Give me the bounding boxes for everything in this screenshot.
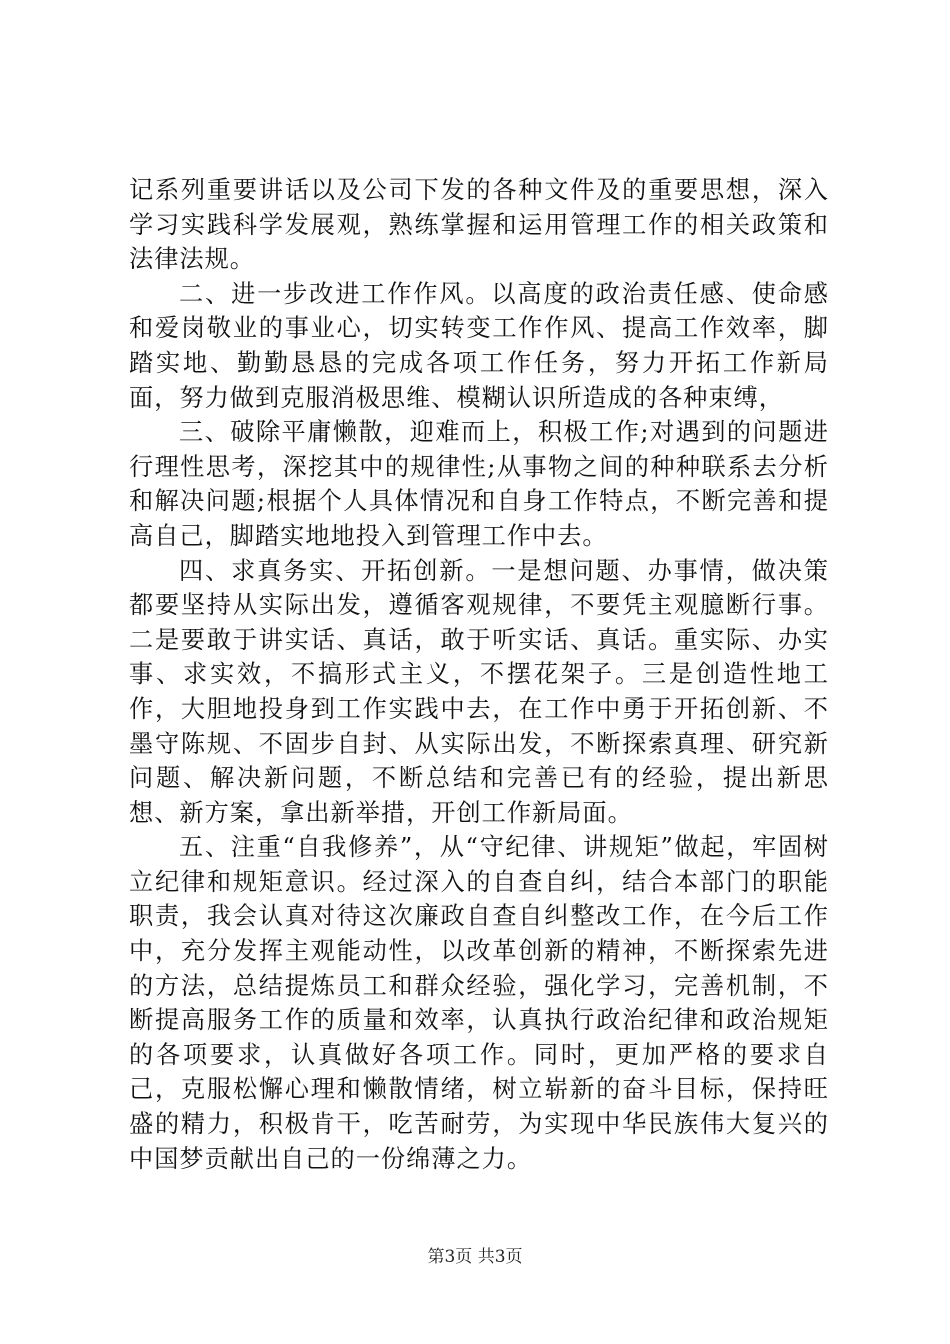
document-body (129, 173, 829, 1176)
paragraph-pragmatism-innovation: 四、求真务实、开拓创新。一是想问题、办事情，做决策都要坚持从实际出发，遵循客观规律，不要凭主观臆断行事。二是要敢于讲实话、真话，敢于听实话、真话。重实际、办实事、求实效，不搞形式主义，不摆花架子。三是创造性地工作，大胆地投身到工作实践中去，在工作中勇于开拓创新、不墨守陈规、不固步自封、从实际出发，不断探索真理、研究新问题、解决新问题，不断总结和完善已有的经验，提出新思想、新方案，拿出新举措，开创工作新局面。 (129, 556, 829, 827)
paragraph-work-style: 二、进一步改进工作作风。以高度的政治责任感、使命感和爱岗敬业的事业心，切实转变工作作风、提高工作效率，脚踏实地、勤勤恳恳的完成各项工作任务，努力开拓工作新局面，努力做到克服消极思维、模糊认识所造成的各种束缚， (129, 279, 829, 412)
paragraph-self-cultivation: 五、注重“自我修养”，从“守纪律、讲规矩”做起，牢固树立纪律和规矩意识。经过深入的自查自纠，结合本部门的职能职责，我会认真对待这次廉政自查自纠整改工作，在今后工作中，充分发挥主观能动性，以改革创新的精神，不断探索先进的方法，总结提炼员工和群众经验，强化学习，完善机制，不断提高服务工作的质量和效率，认真执行政治纪律和政治规矩的各项要求，认真做好各项工作。同时，更加严格的要求自己，克服松懈心理和懒散情绪，树立崭新的奋斗目标，保持旺盛的精力，积极肯干，吃苦耐劳，为实现中华民族伟大复兴的中国梦贡献出自己的一份绵薄之力。 (129, 833, 829, 1173)
paragraph-eliminate-mediocrity: 三、破除平庸懒散，迎难而上，积极工作;对遇到的问题进行理性思考，深挖其中的规律性;从事物之间的种种联系去分析和解决问题;根据个人具体情况和自身工作特点，不断完善和提高自己，脚踏实地地投入到管理工作中去。 (129, 418, 829, 550)
paragraph-continuation: 记系列重要讲话以及公司下发的各种文件及的重要思想，深入学习实践科学发展观，熟练掌握和运用管理工作的相关政策和法律法规。 (129, 176, 829, 274)
page-number: 第3页 共3页 (427, 1247, 523, 1267)
